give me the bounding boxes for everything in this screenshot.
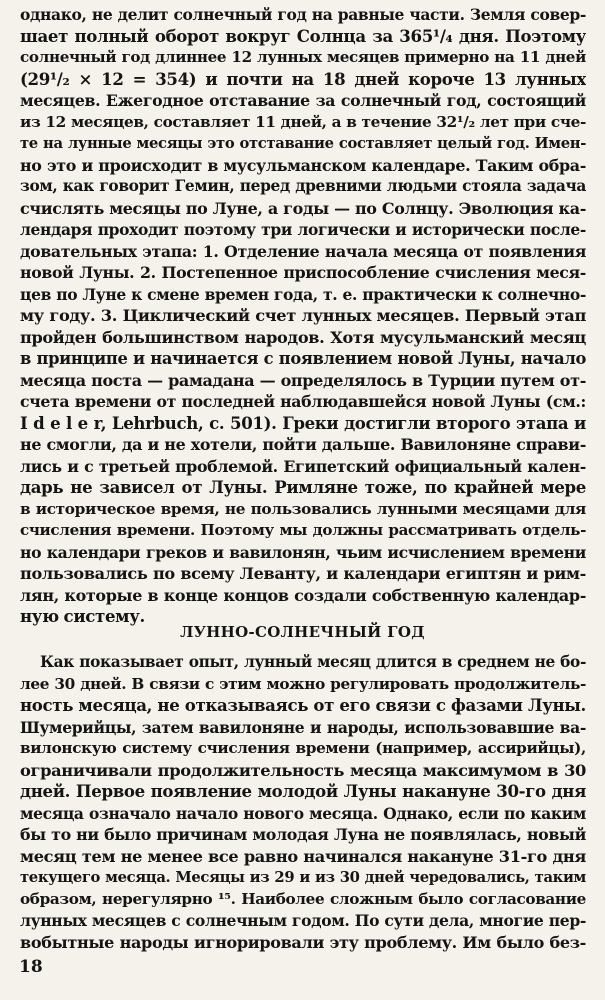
text-line: ограничивали продолжительность месяца максимумом в 30 xyxy=(20,760,586,780)
text-line: те на лунные месяцы это отставание составляет целый год. Имен- xyxy=(20,135,586,152)
text-line: месяц тем не менее все равно начинался накануне 31-го дня xyxy=(20,846,586,866)
text-line: не смогли, да и не хотели, пойти дальше. Вавилоняне справи- xyxy=(20,435,586,454)
text-line: му году. 3. Циклический счет лунных месяцев. Первый этап xyxy=(20,306,586,325)
text-line: (29¹/₂ × 12 = 354) и почти на 18 дней короче 13 лунных xyxy=(20,68,586,89)
section-heading: ЛУННО-СОЛНЕЧНЫЙ ГОД xyxy=(180,623,425,641)
text-line: ную систему. xyxy=(20,606,145,626)
text-line: шает полный оборот вокруг Солнца за 365¹/₄ дня. Поэтому xyxy=(20,25,586,46)
text-line: лендаря проходит поэтому три логически и исторически после- xyxy=(20,220,586,239)
text-line: новой Луны. 2. Постепенное приспособление счисления меся- xyxy=(20,263,586,282)
text-line: лунных месяцев с солнечным годом. По сути дела, многие пер- xyxy=(20,911,586,930)
text-line: лее 30 дней. В связи с этим можно регулировать продолжитель- xyxy=(20,674,586,693)
text-line: в историческое время, не пользовались лунными месяцами для xyxy=(20,499,586,518)
page-number: 18 xyxy=(19,957,43,977)
text-line: счисления времени. Поэтому мы должны рассматривать отдель- xyxy=(20,521,586,539)
paragraph-2 xyxy=(20,652,586,953)
text-line: текущего месяца. Месяцы из 29 и из 30 дней чередовались, таким xyxy=(20,869,586,886)
text-line: вобытные народы игнорировали эту проблему. Им было без- xyxy=(20,932,586,952)
text-line: месяцев. Ежегодное отставание за солнечный год, состоящий xyxy=(20,91,586,110)
text-line: Как показывает опыт, лунный месяц длится в среднем не бо- xyxy=(40,653,586,671)
text-line: из 12 месяцев, составляет 11 дней, а в течение 32¹/₂ лет при сче- xyxy=(20,112,586,131)
text-line: довательных этапа: 1. Отделение начала месяца от появления xyxy=(20,241,586,261)
text-line: Шумерийцы, затем вавилоняне и народы, использовавшие ва- xyxy=(20,717,586,737)
text-line: но календари греков и вавилонян, чьим исчислением времени xyxy=(20,542,586,562)
paragraph-1 xyxy=(20,4,586,628)
text-line: лян, которые в конце концов создали собственную календар- xyxy=(20,585,586,605)
text-line: месяца означало начало нового месяца. Однако, если по каким xyxy=(20,803,586,823)
text-line: в принципе и начинается с появлением новой Луны, начало xyxy=(20,349,586,368)
text-line: зом, как говорит Гемин, перед древними людьми стояла задача xyxy=(20,177,586,195)
text-line: пройден большинством народов. Хотя мусульманский месяц xyxy=(20,327,586,347)
text-line: цев по Луне к смене времен года, т. е. практически к солнечно- xyxy=(20,284,586,304)
text-line: но это и происходит в мусульманском календаре. Таким обра- xyxy=(20,155,586,175)
text-line: лись и с третьей проблемой. Египетский официальный кален- xyxy=(20,456,586,476)
text-line: месяца поста — рамадана — определялось в Турции путем от- xyxy=(20,370,586,390)
text-line: счета времени от последней наблюдавшейся новой Луны (см.: xyxy=(20,392,586,411)
text-line: вилонскую систему счисления времени (например, ассирийцы), xyxy=(20,739,586,757)
text-line: ность месяца, не отказываясь от его связи с фазами Луны. xyxy=(20,695,586,715)
text-line: дней. Первое появление молодой Луны накануне 30-го дня xyxy=(20,781,586,801)
text-line: образом, нерегулярно ¹⁵. Наиболее сложным было согласование xyxy=(20,889,586,908)
text-line: пользовались по всему Леванту, и календари египтян и рим- xyxy=(20,564,586,583)
text-line: бы то ни было причинам молодая Луна не появлялась, новый xyxy=(20,825,586,844)
text-line: однако, не делит солнечный год на равные части. Земля совер- xyxy=(20,5,586,24)
text-line: солнечный год длиннее 12 лунных месяцев примерно на 11 дней xyxy=(20,48,586,66)
text-line: дарь не зависел от Луны. Римляне тоже, по крайней мере xyxy=(20,477,586,497)
text-line: счислять месяцы по Луне, а годы — по Солнцу. Эволюция ка- xyxy=(20,198,586,218)
text-line: I d e l e r, Lehrbuch, с. 501). Греки достигли второго этапа и xyxy=(20,412,586,433)
